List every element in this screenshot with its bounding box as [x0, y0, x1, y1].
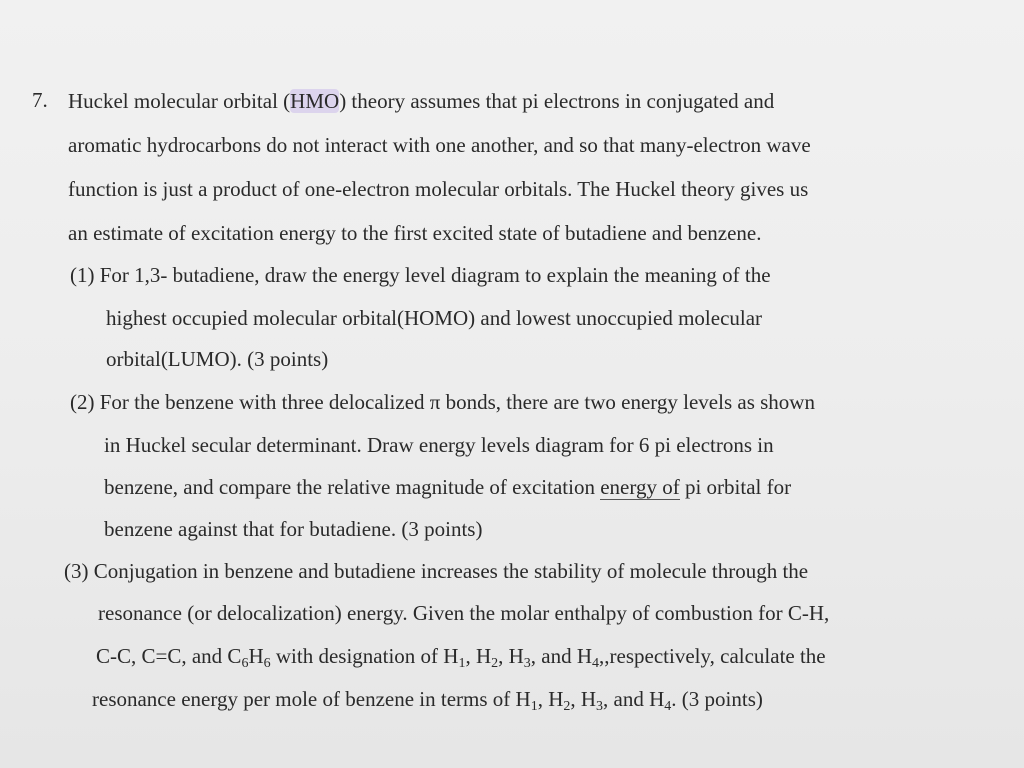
part3-line-3: C-C, C=C, and $C_6H_6$ with designation of $H_1$, $H_2$, $H_3$, and $H_4,,respectively$, calculate the — [96, 644, 826, 671]
part1-line-3: orbital(LUMO). (3 points) — [106, 347, 329, 371]
intro-line-2: aromatic hydrocarbons do not interact with one another, and so that many-electron wave — [68, 133, 811, 157]
question-number: 7. — [32, 88, 48, 112]
part3-line-4: resonance energy per mole of benzene in terms of $H_1$, $H_2$, $H_3$, and $H_4$. (3 points) — [92, 687, 763, 714]
hmo-highlight: HMO — [290, 89, 340, 113]
part1-line-1: (1) For 1,3- butadiene, draw the energy level diagram to explain the meaning of the — [70, 263, 771, 287]
part3-line-2: resonance (or delocalization) energy. Given the molar enthalpy of combustion for C-H, — [98, 601, 830, 625]
intro-line-3: function is just a product of one-electron molecular orbitals. The Huckel theory gives us — [68, 177, 809, 201]
intro-line-1: Huckel molecular orbital (HMO) theory assumes that pi electrons in conjugated and — [68, 89, 775, 113]
part1-line-2: highest occupied molecular orbital(HOMO) and lowest unoccupied molecular — [106, 306, 763, 330]
intro-line-4: an estimate of excitation energy to the first excited state of butadiene and benzene. — [68, 221, 762, 245]
part3-line-1: (3) Conjugation in benzene and butadiene increases the stability of molecule through the — [64, 559, 809, 583]
part2-line-1: (2) For the benzene with three delocalized π bonds, there are two energy levels as shown — [70, 390, 815, 414]
part2-line-4: benzene against that for butadiene. (3 points) — [104, 517, 483, 541]
underlined-text: energy of — [600, 475, 680, 499]
part2-line-3: benzene, and compare the relative magnitude of excitation energy of pi orbital for — [104, 475, 792, 499]
part2-line-2: in Huckel secular determinant. Draw energy levels diagram for 6 pi electrons in — [104, 433, 774, 457]
